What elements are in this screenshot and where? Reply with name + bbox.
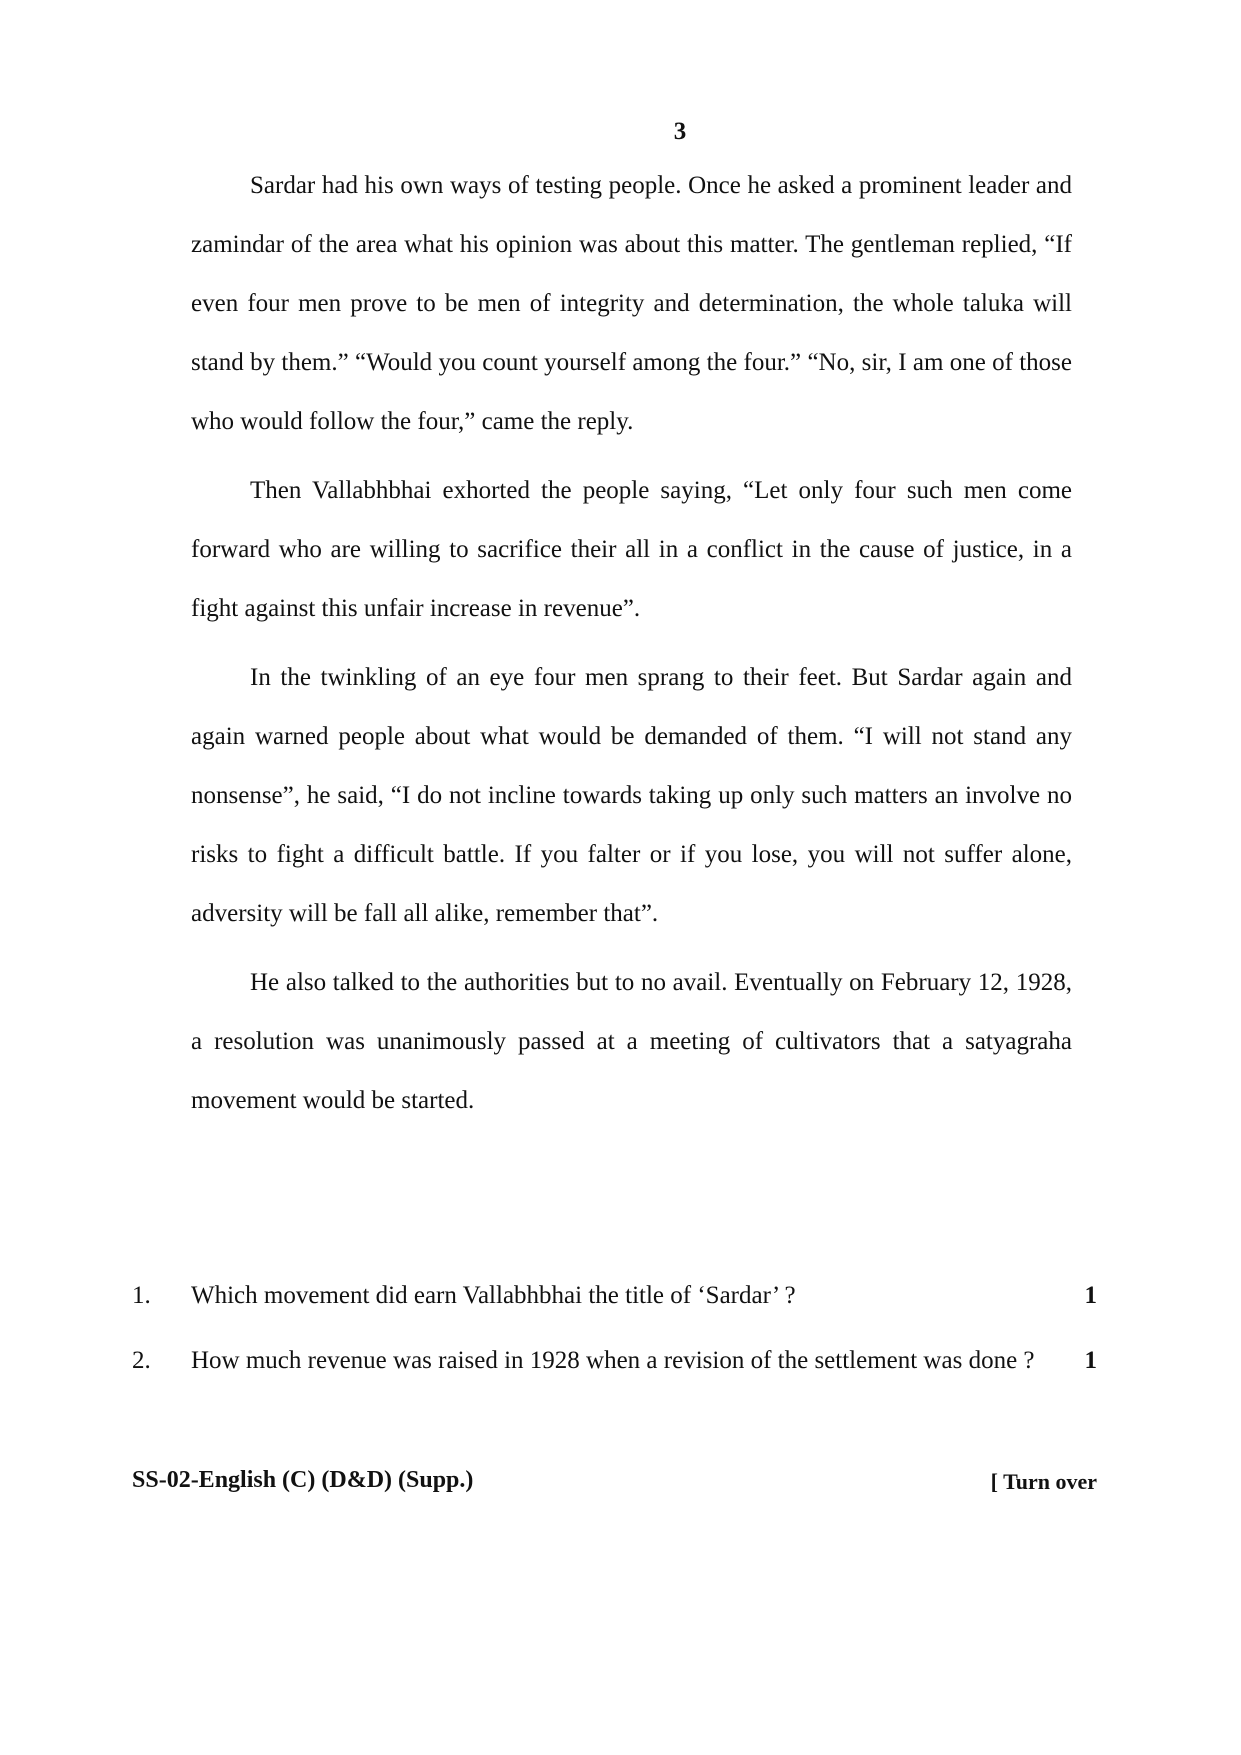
turn-over-label: [ Turn over	[990, 1469, 1097, 1494]
question-number: 1.	[132, 1282, 151, 1309]
question-1	[132, 1266, 1097, 1325]
passage-paragraph-1: Sardar had his own ways of testing people. Once he asked a prominent leader and zamindar of the area what his opinion was about this matter. The gentleman replied, “If even four men prove to be men of integrity and determination, the whole taluka will stand by them.” “Would you count yourself among the four.” “No, sir, I am one of those who would follow the four,” came the reply.	[191, 172, 1072, 435]
question-number: 2.	[132, 1347, 151, 1374]
passage-paragraph-4: He also talked to the authorities but to no avail. Eventually on February 12, 1928, a resolution was unanimously passed at a meeting of cultivators that a satyagraha movement would be started.	[191, 969, 1072, 1114]
question-marks: 1	[1084, 1282, 1097, 1309]
question-list	[132, 1266, 1097, 1396]
question-text: Which movement did earn Vallabhbhai the title of ‘Sardar’ ?	[191, 1282, 796, 1309]
question-text: How much revenue was raised in 1928 when a revision of the settlement was done ?	[191, 1347, 1035, 1374]
question-2	[132, 1331, 1097, 1390]
question-marks: 1	[1084, 1347, 1097, 1374]
reading-passage	[191, 156, 1072, 1140]
paper-code: SS-02-English (C) (D&D) (Supp.)	[132, 1467, 474, 1493]
page-number: 3	[673, 118, 687, 145]
passage-paragraph-2: Then Vallabhbhai exhorted the people saying, “Let only four such men come forward who are willing to sacrifice their all in a conflict in the cause of justice, in a fight against this unfair increase in revenue”.	[191, 477, 1072, 622]
passage-paragraph-3: In the twinkling of an eye four men sprang to their feet. But Sardar again and again warned people about what would be demanded of them. “I will not stand any nonsense”, he said, “I do not incline towards taking up only such matters an involve no risks to fight a difficult battle. If you falter or if you lose, you will not suffer alone, adversity will be fall all alike, remember that”.	[191, 664, 1072, 927]
